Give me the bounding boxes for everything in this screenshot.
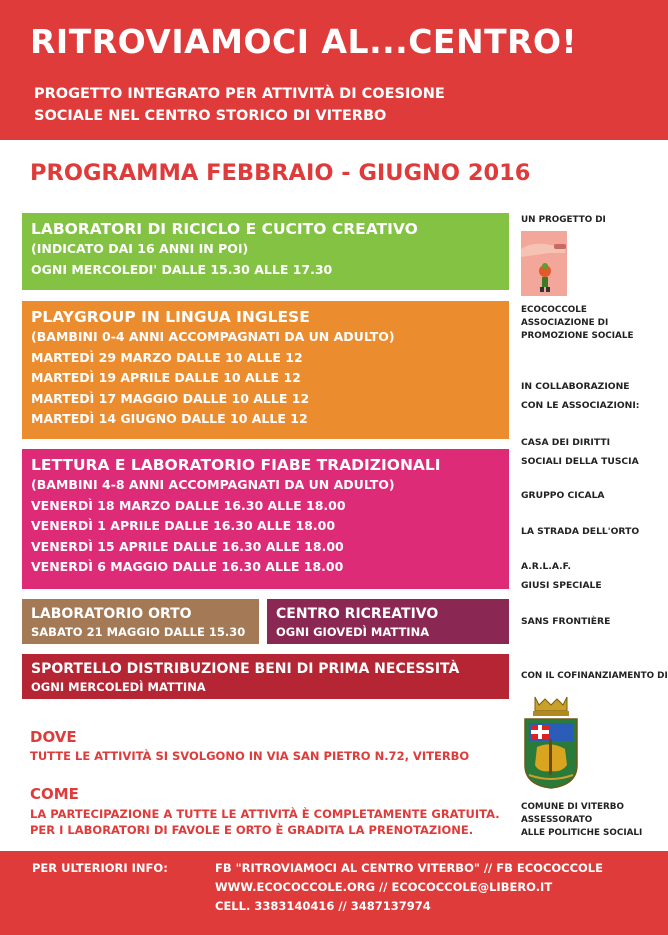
ecococcole-line-1: ECOCOCCOLE [521, 305, 587, 315]
collab-line-2: CON LE ASSOCIAZIONI: [521, 400, 640, 411]
comune-line-3: ALLE POLITICHE SOCIALI [521, 828, 643, 838]
activity-line: OGNI MERCOLEDÌ MATTINA [31, 680, 206, 694]
association-item: SOCIALI DELLA TUSCIA [521, 456, 639, 467]
main-title: RITROVIAMOCI AL...CENTRO! [30, 22, 578, 61]
dove-title: DOVE [30, 728, 77, 746]
footer-banner [0, 851, 668, 935]
activity-line: VENERDÌ 15 APRILE DALLE 16.30 ALLE 18.00 [31, 538, 344, 554]
come-title: COME [30, 785, 79, 803]
activity-line: MARTEDÌ 14 GIUGNO DALLE 10 ALLE 12 [31, 411, 308, 426]
activity-line: VENERDÌ 18 MARZO DALLE 16.30 ALLE 18.00 [31, 497, 346, 513]
activity-playgroup [22, 301, 509, 439]
association-item: SANS FRONTIÈRE [521, 616, 611, 627]
association-item: LA STRADA DELL'ORTO [521, 526, 640, 537]
dove-text: TUTTE LE ATTIVITÀ SI SVOLGONO IN VIA SAN PIETRO N.72, VITERBO [30, 749, 470, 763]
activity-riciclo [22, 213, 509, 290]
come-line-1: LA PARTECIPAZIONE A TUTTE LE ATTIVITÀ È COMPLETAMENTE GRATUITA. [30, 807, 500, 821]
footer-label: PER ULTERIORI INFO: [32, 861, 168, 875]
activity-line: (BAMBINI 0-4 ANNI ACCOMPAGNATI DA UN ADULTO) [31, 329, 395, 344]
footer-phone: CELL. 3383140416 // 3487137974 [215, 899, 431, 913]
activity-title: LABORATORI DI RICICLO E CUCITO CREATIVO [31, 220, 418, 238]
association-item: GIUSI SPECIALE [521, 580, 602, 591]
collab-line-1: IN COLLABORAZIONE [521, 381, 630, 392]
activity-orto [22, 599, 259, 644]
header-banner [0, 0, 668, 140]
activity-line: (BAMBINI 4-8 ANNI ACCOMPAGNATI DA UN ADULTO) [31, 477, 395, 492]
activity-title: LETTURA E LABORATORIO FIABE TRADIZIONALI [31, 456, 441, 474]
subtitle-line-2: SOCIALE NEL CENTRO STORICO DI VITERBO [34, 108, 387, 124]
activity-line: VENERDÌ 6 MAGGIO DALLE 16.30 ALLE 18.00 [31, 559, 344, 574]
association-item: A.R.L.A.F. [521, 561, 572, 572]
activity-line: VENERDÌ 1 APRILE DALLE 16.30 ALLE 18.00 [31, 518, 336, 533]
ecococcole-line-3: PROMOZIONE SOCIALE [521, 331, 634, 341]
footer-website-email: WWW.ECOCOCCOLE.ORG // ECOCOCCOLE@LIBERO.IT [215, 880, 553, 894]
activity-line: MARTEDÌ 29 MARZO DALLE 10 ALLE 12 [31, 349, 303, 365]
comune-line-1: COMUNE DI VITERBO [521, 802, 624, 812]
activity-fiabe [22, 449, 509, 589]
activity-line: SABATO 21 MAGGIO DALLE 15.30 [31, 625, 246, 639]
viterbo-crest-icon [521, 695, 581, 790]
ecococcole-logo [521, 231, 567, 296]
come-line-2: PER I LABORATORI DI FAVOLE E ORTO È GRADITA LA PRENOTAZIONE. [30, 823, 474, 837]
cofinanziamento-label: CON IL COFINANZIAMENTO DI [521, 671, 668, 681]
association-item: GRUPPO CICALA [521, 490, 605, 501]
activity-line: (INDICATO DAI 16 ANNI IN POI) [31, 241, 249, 256]
ecococcole-line-2: ASSOCIAZIONE DI [521, 318, 609, 328]
activity-title: SPORTELLO DISTRIBUZIONE BENI DI PRIMA NECESSITÀ [31, 661, 460, 677]
subtitle-line-1: PROGETTO INTEGRATO PER ATTIVITÀ DI COESIONE [34, 86, 445, 102]
activity-title: CENTRO RICREATIVO [276, 606, 439, 622]
comune-line-2: ASSESSORATO [521, 815, 593, 825]
activity-title: LABORATORIO ORTO [31, 606, 192, 622]
activity-ricreativo [267, 599, 509, 644]
activity-line: OGNI MERCOLEDI' DALLE 15.30 ALLE 17.30 [31, 261, 333, 277]
footer-facebook: FB "RITROVIAMOCI AL CENTRO VITERBO" // FB ECOCOCCOLE [215, 861, 603, 875]
progetto-label: UN PROGETTO DI [521, 215, 606, 225]
activity-line: MARTEDÌ 19 APRILE DALLE 10 ALLE 12 [31, 370, 301, 385]
program-title: PROGRAMMA FEBBRAIO - GIUGNO 2016 [30, 160, 531, 186]
activity-title: PLAYGROUP IN LINGUA INGLESE [31, 308, 310, 326]
activity-sportello [22, 654, 509, 699]
association-item: CASA DEI DIRITTI [521, 437, 610, 448]
activity-line: OGNI GIOVEDÌ MATTINA [276, 625, 430, 639]
activity-line: MARTEDÌ 17 MAGGIO DALLE 10 ALLE 12 [31, 390, 310, 406]
